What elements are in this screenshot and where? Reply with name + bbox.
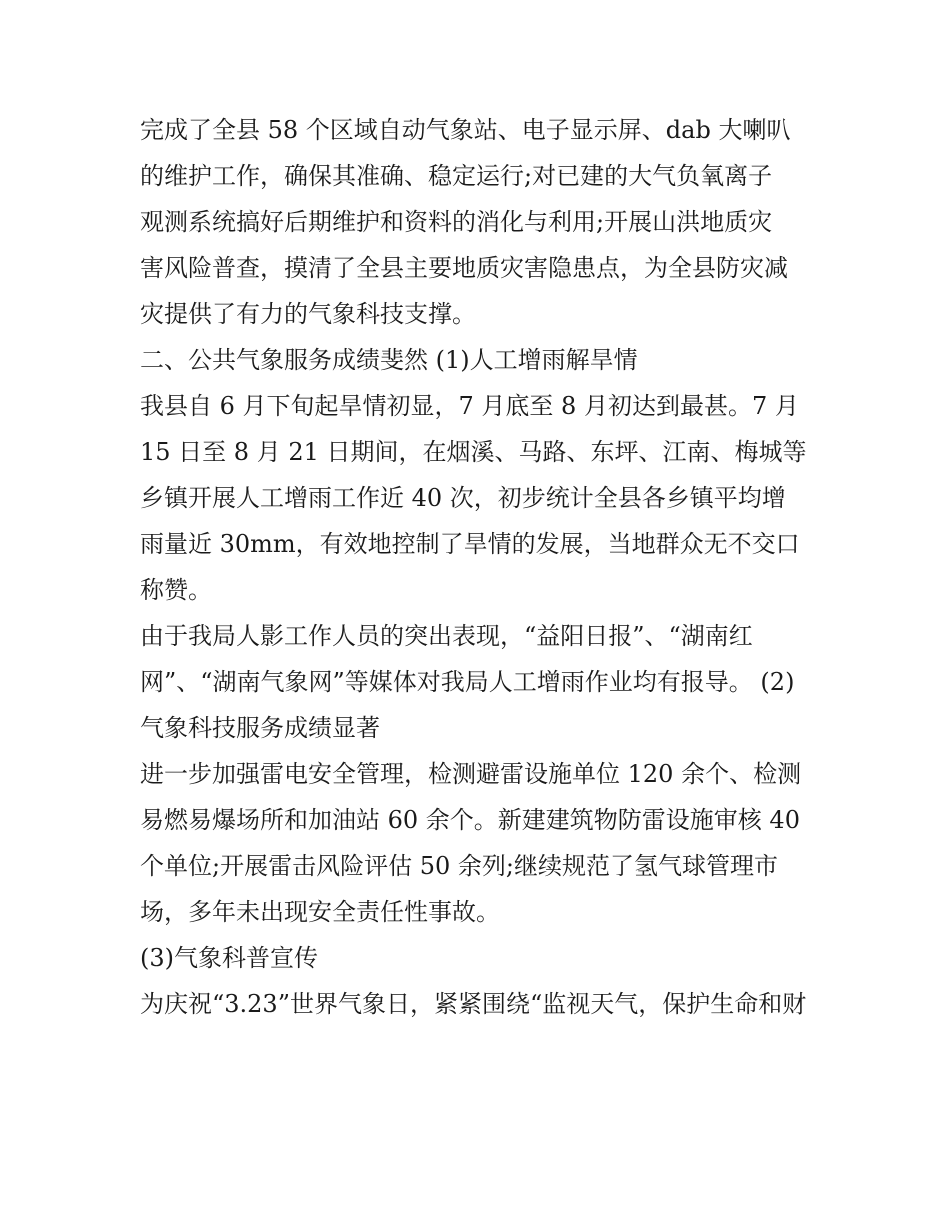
subsection-heading: (3)气象科普宣传 — [140, 944, 318, 972]
text-line: 我县自 6 月下旬起旱情初显，7 月底至 8 月初达到最甚。7 月 — [140, 392, 799, 420]
text-line: 观测系统搞好后期维护和资料的消化与利用;开展山洪地质灾 — [140, 208, 773, 236]
text-line: 易燃易爆场所和加油站 60 余个。新建建筑物防雷设施审核 40 — [140, 806, 800, 834]
document-body — [140, 107, 820, 1027]
text-line: 称赞。 — [140, 576, 212, 604]
text-line: 个单位;开展雷击风险评估 50 余列;继续规范了氢气球管理市 — [140, 852, 778, 880]
section-heading: 二、公共气象服务成绩斐然 (1)人工增雨解旱情 — [140, 346, 638, 374]
subsection-heading: 气象科技服务成绩显著 — [140, 714, 380, 742]
text-line: 灾提供了有力的气象科技支撑。 — [140, 300, 476, 328]
text-line: 害风险普查，摸清了全县主要地质灾害隐患点，为全县防灾减 — [140, 254, 788, 282]
text-line: 乡镇开展人工增雨工作近 40 次，初步统计全县各乡镇平均增 — [140, 484, 786, 512]
text-line: 场，多年未出现安全责任性事故。 — [140, 898, 500, 926]
text-line: 雨量近 30mm，有效地控制了旱情的发展，当地群众无不交口 — [140, 530, 800, 558]
text-line: 15 日至 8 月 21 日期间，在烟溪、马路、东坪、江南、梅城等 — [140, 438, 807, 466]
text-line: 网”、“湖南气象网”等媒体对我局人工增雨作业均有报导。 (2) — [140, 668, 795, 696]
text-line: 为庆祝“3.23”世界气象日，紧紧围绕“监视天气，保护生命和财 — [140, 990, 807, 1018]
text-line: 的维护工作，确保其准确、稳定运行;对已建的大气负氧离子 — [140, 162, 773, 190]
text-line: 由于我局人影工作人员的突出表现，“益阳日报”、“湖南红 — [140, 622, 753, 650]
text-line: 完成了全县 58 个区域自动气象站、电子显示屏、dab 大喇叭 — [140, 116, 791, 144]
text-line: 进一步加强雷电安全管理，检测避雷设施单位 120 余个、检测 — [140, 760, 802, 788]
